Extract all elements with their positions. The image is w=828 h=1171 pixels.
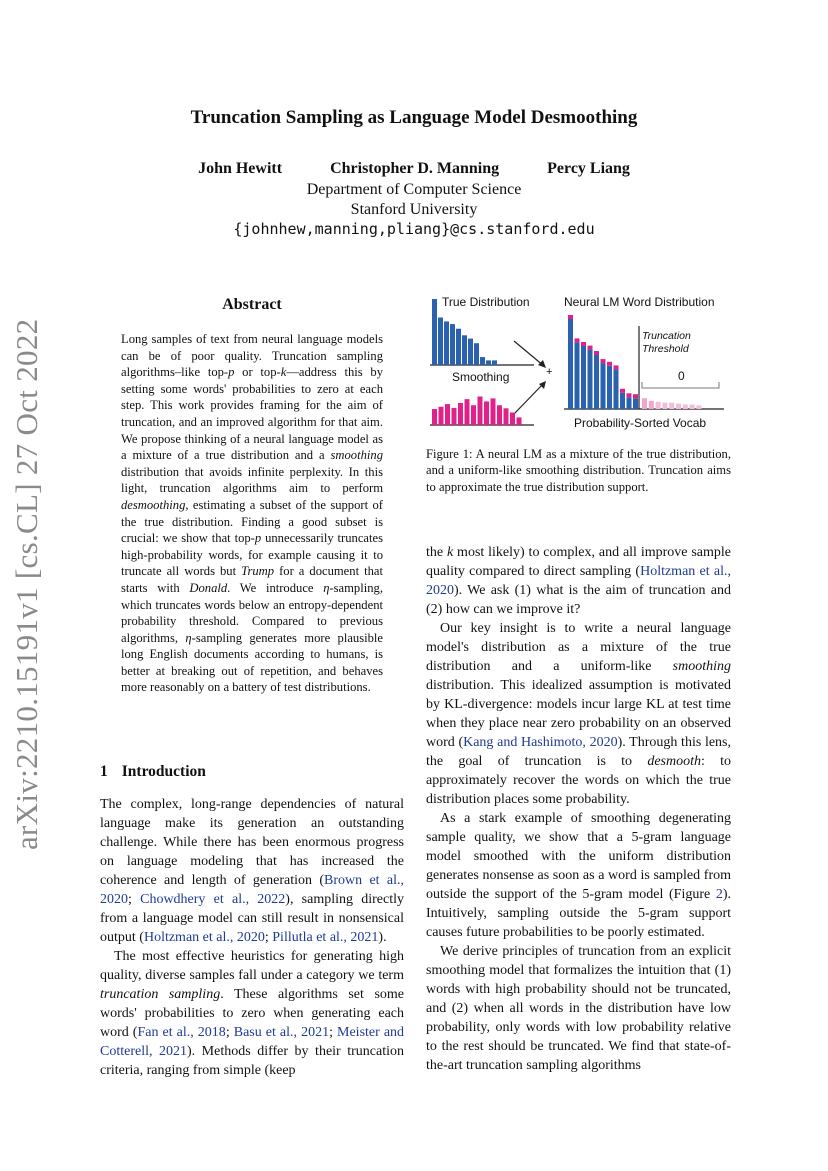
neural-true-bar	[588, 350, 593, 409]
neural-smooth-cap	[581, 342, 586, 346]
smoothing-bar	[471, 405, 476, 425]
label-zero: 0	[678, 369, 685, 383]
citation-link[interactable]: Meister and Cotterell, 2021	[100, 1025, 405, 1059]
neural-tail-bar	[676, 404, 681, 409]
smoothing-bar	[478, 397, 483, 426]
true-dist-bar	[480, 357, 485, 365]
smoothing-bar	[510, 412, 515, 425]
paragraph: The most effective heuristics for generating high quality, diverse samples fall under a category we term truncation sampling. These algorithms set some words' probabilities to zero when generating each word (Fan et al., 2018; Basu et al., 2021; Meister and Cotterell, 2021). Methods differ by their truncation criteria, ranging from simple (keep	[100, 949, 405, 1078]
neural-smooth-cap	[601, 359, 606, 363]
neural-tail-bar	[649, 401, 654, 409]
section-heading-introduction: 1 Introduction	[100, 763, 206, 780]
smoothing-bar	[445, 404, 450, 425]
neural-true-bar	[568, 319, 573, 409]
intro-left-column	[100, 795, 404, 1080]
arrow-line	[514, 341, 544, 366]
citation-link[interactable]: Holtzman et al., 2020	[426, 564, 731, 598]
author-emails: {johnhew,manning,pliang}@cs.stanford.edu	[233, 220, 595, 238]
citation-link[interactable]: Pillutla et al., 2021	[272, 930, 379, 945]
smoothing-bar	[465, 399, 470, 425]
label-neural-lm: Neural LM Word Distribution	[564, 295, 715, 309]
true-dist-bar	[474, 343, 479, 365]
paper-title: Truncation Sampling as Language Model Desmoothing	[190, 107, 638, 128]
neural-true-bar	[614, 369, 619, 409]
smoothing-bar	[491, 398, 496, 425]
neural-true-bar	[620, 393, 625, 409]
true-dist-bar	[492, 360, 497, 365]
paragraph: the k most likely) to complex, and all improve sample quality compared to direct sampling (Holtzman et al., 2020). We ask (1) what is the aim of truncation and (2) how can we improve it?	[426, 545, 731, 617]
smoothing-bar	[432, 409, 437, 425]
neural-true-bar	[575, 342, 580, 409]
neural-smooth-cap	[568, 315, 573, 319]
neural-tail-bar	[696, 405, 701, 409]
arrow-head	[538, 360, 546, 368]
author-name: Christopher D. Manning	[330, 160, 500, 177]
paragraph: As a stark example of smoothing degenerating sample quality, we show that a 5-gram language model smoothed with the uniform distribution generates nonsense as soon as a word is sampled from outside the support of the 5-gram model (Figure 2). Intuitively, sampling outside the 5-gram support causes future probabilities to be poorly estimated.	[426, 811, 731, 940]
smoothing-distribution-bars	[432, 397, 522, 426]
citation-link[interactable]: Chowdhery et al., 2022	[140, 892, 286, 907]
paragraph: Our key insight is to write a neural language model's distribution as a mixture of the true distribution and a uniform-like smoothing distribution. This idealized assumption is motivated by KL-divergence: models incur large KL at test time when they place near zero probability on an observed word (Kang and Hashimoto, 2020). Through this lens, the goal of truncation is to desmooth: to approximately recover the words on which the true distribution places some probability.	[426, 621, 732, 807]
paragraph: The complex, long-range dependencies of natural language make its generation an outstanding challenge. While there has been enormous progress on language modeling that has increased the coherence and length of generation (Brown et al., 2020; Chowdhery et al., 2022), sampling directly from a language model can still result in nonsensical output (Holtzman et al., 2020; Pillutla et al., 2021).	[100, 797, 404, 945]
label-threshold: Threshold	[642, 343, 689, 355]
neural-true-bar	[594, 355, 599, 409]
true-dist-bar	[486, 360, 491, 365]
citation-link[interactable]: Holtzman et al., 2020	[143, 930, 265, 945]
true-dist-bar	[468, 339, 473, 365]
neural-true-bar	[633, 398, 638, 409]
neural-smooth-cap	[607, 362, 612, 366]
paragraph: We derive principles of truncation from an explicit smoothing model that formalizes the intuition that (1) words with high probability should not be truncated, and (2) when all words in the distribution have low probability, only words with low probability relative to the rest should be truncated. We find that state-of-the-art truncation sampling algorithms	[426, 944, 731, 1073]
neural-true-bar	[607, 366, 612, 409]
arxiv-stamp: arXiv:2210.15191v1 [cs.CL] 27 Oct 2022	[9, 318, 44, 850]
smoothing-bar	[504, 408, 509, 425]
figure-1-diagram	[420, 288, 740, 438]
affiliation-dept: Department of Computer Science	[306, 181, 522, 198]
neural-smooth-cap	[620, 389, 625, 393]
true-dist-bar	[450, 324, 455, 365]
smoothing-bar	[497, 405, 502, 425]
label-true-distribution: True Distribution	[442, 295, 530, 309]
plus-sign: +	[546, 366, 553, 378]
neural-true-bar	[601, 363, 606, 409]
citation-link[interactable]: Basu et al., 2021	[233, 1025, 330, 1040]
neural-tail-bar	[662, 403, 667, 409]
true-dist-bar	[456, 329, 461, 365]
label-truncation: Truncation	[642, 330, 691, 342]
true-dist-bar	[462, 335, 467, 365]
smoothing-bar	[439, 407, 444, 425]
true-dist-bar	[438, 317, 443, 365]
neural-smooth-cap	[594, 351, 599, 355]
author-name: Percy Liang	[547, 160, 630, 177]
true-dist-bar	[444, 321, 449, 365]
label-smoothing: Smoothing	[452, 370, 510, 384]
arrow-line	[514, 383, 544, 414]
neural-true-bar	[581, 346, 586, 409]
neural-smooth-cap	[588, 346, 593, 350]
neural-smooth-cap	[627, 393, 632, 397]
neural-true-bar	[627, 397, 632, 409]
smoothing-bar	[484, 401, 489, 425]
neural-tail-bar	[642, 398, 647, 409]
label-sorted-vocab: Probability-Sorted Vocab	[574, 416, 707, 430]
neural-smooth-cap	[633, 394, 638, 398]
neural-tail-bar	[669, 403, 674, 409]
affiliation-university: Stanford University	[350, 201, 478, 218]
neural-tail-bar	[656, 402, 661, 409]
neural-smooth-cap	[575, 338, 580, 342]
intro-right-column	[426, 543, 731, 1075]
author-name: John Hewitt	[198, 160, 283, 177]
neural-tail-bar	[690, 405, 695, 410]
neural-tail-bar	[683, 405, 688, 410]
figure-ref-link[interactable]: 2	[715, 887, 723, 902]
abstract-heading: Abstract	[222, 296, 282, 313]
smoothing-bar	[458, 403, 463, 425]
true-dist-bar	[432, 299, 437, 365]
figure-caption: Figure 1: A neural LM as a mixture of the true distribution, and a uniform-like smoothing distribution. Truncation aims to approximate the true distribution support.	[426, 447, 731, 494]
citation-link[interactable]: Fan et al., 2018	[137, 1025, 226, 1040]
citation-link[interactable]: Brown et al., 2020	[100, 873, 404, 907]
citation-link[interactable]: Kang and Hashimoto, 2020	[463, 735, 618, 750]
smoothing-bar	[517, 417, 522, 425]
author-list	[0, 160, 828, 178]
neural-smooth-cap	[614, 365, 619, 369]
abstract-body: Long samples of text from neural language models can be of poor quality. Truncation sampling algorithms–like top-p or top-k—address this by setting some words' probabilities to zero at each step. This work provides framing for the aim of truncation, and an improved algorithm for that aim. We propose thinking of a neural language model as a mixture of a true distribution and a smoothing distribution that avoids infinite perplexity. In this light, truncation algorithms aim to perform desmoothing, estimating a subset of the support of the true distribution. Finding a good subset is crucial: we show that top-p unnecessarily truncates high-probability words, for example causing it to truncate all words but Trump for a document that starts with Donald. We introduce η-sampling, which truncates words below an entropy-dependent probability threshold. Compared to previous algorithms, η-sampling generates more plausible long English documents according to humans, is better at breaking out of repetition, and behaves more reasonably on a battery of test distributions.	[121, 332, 384, 695]
smoothing-bar	[452, 408, 457, 425]
